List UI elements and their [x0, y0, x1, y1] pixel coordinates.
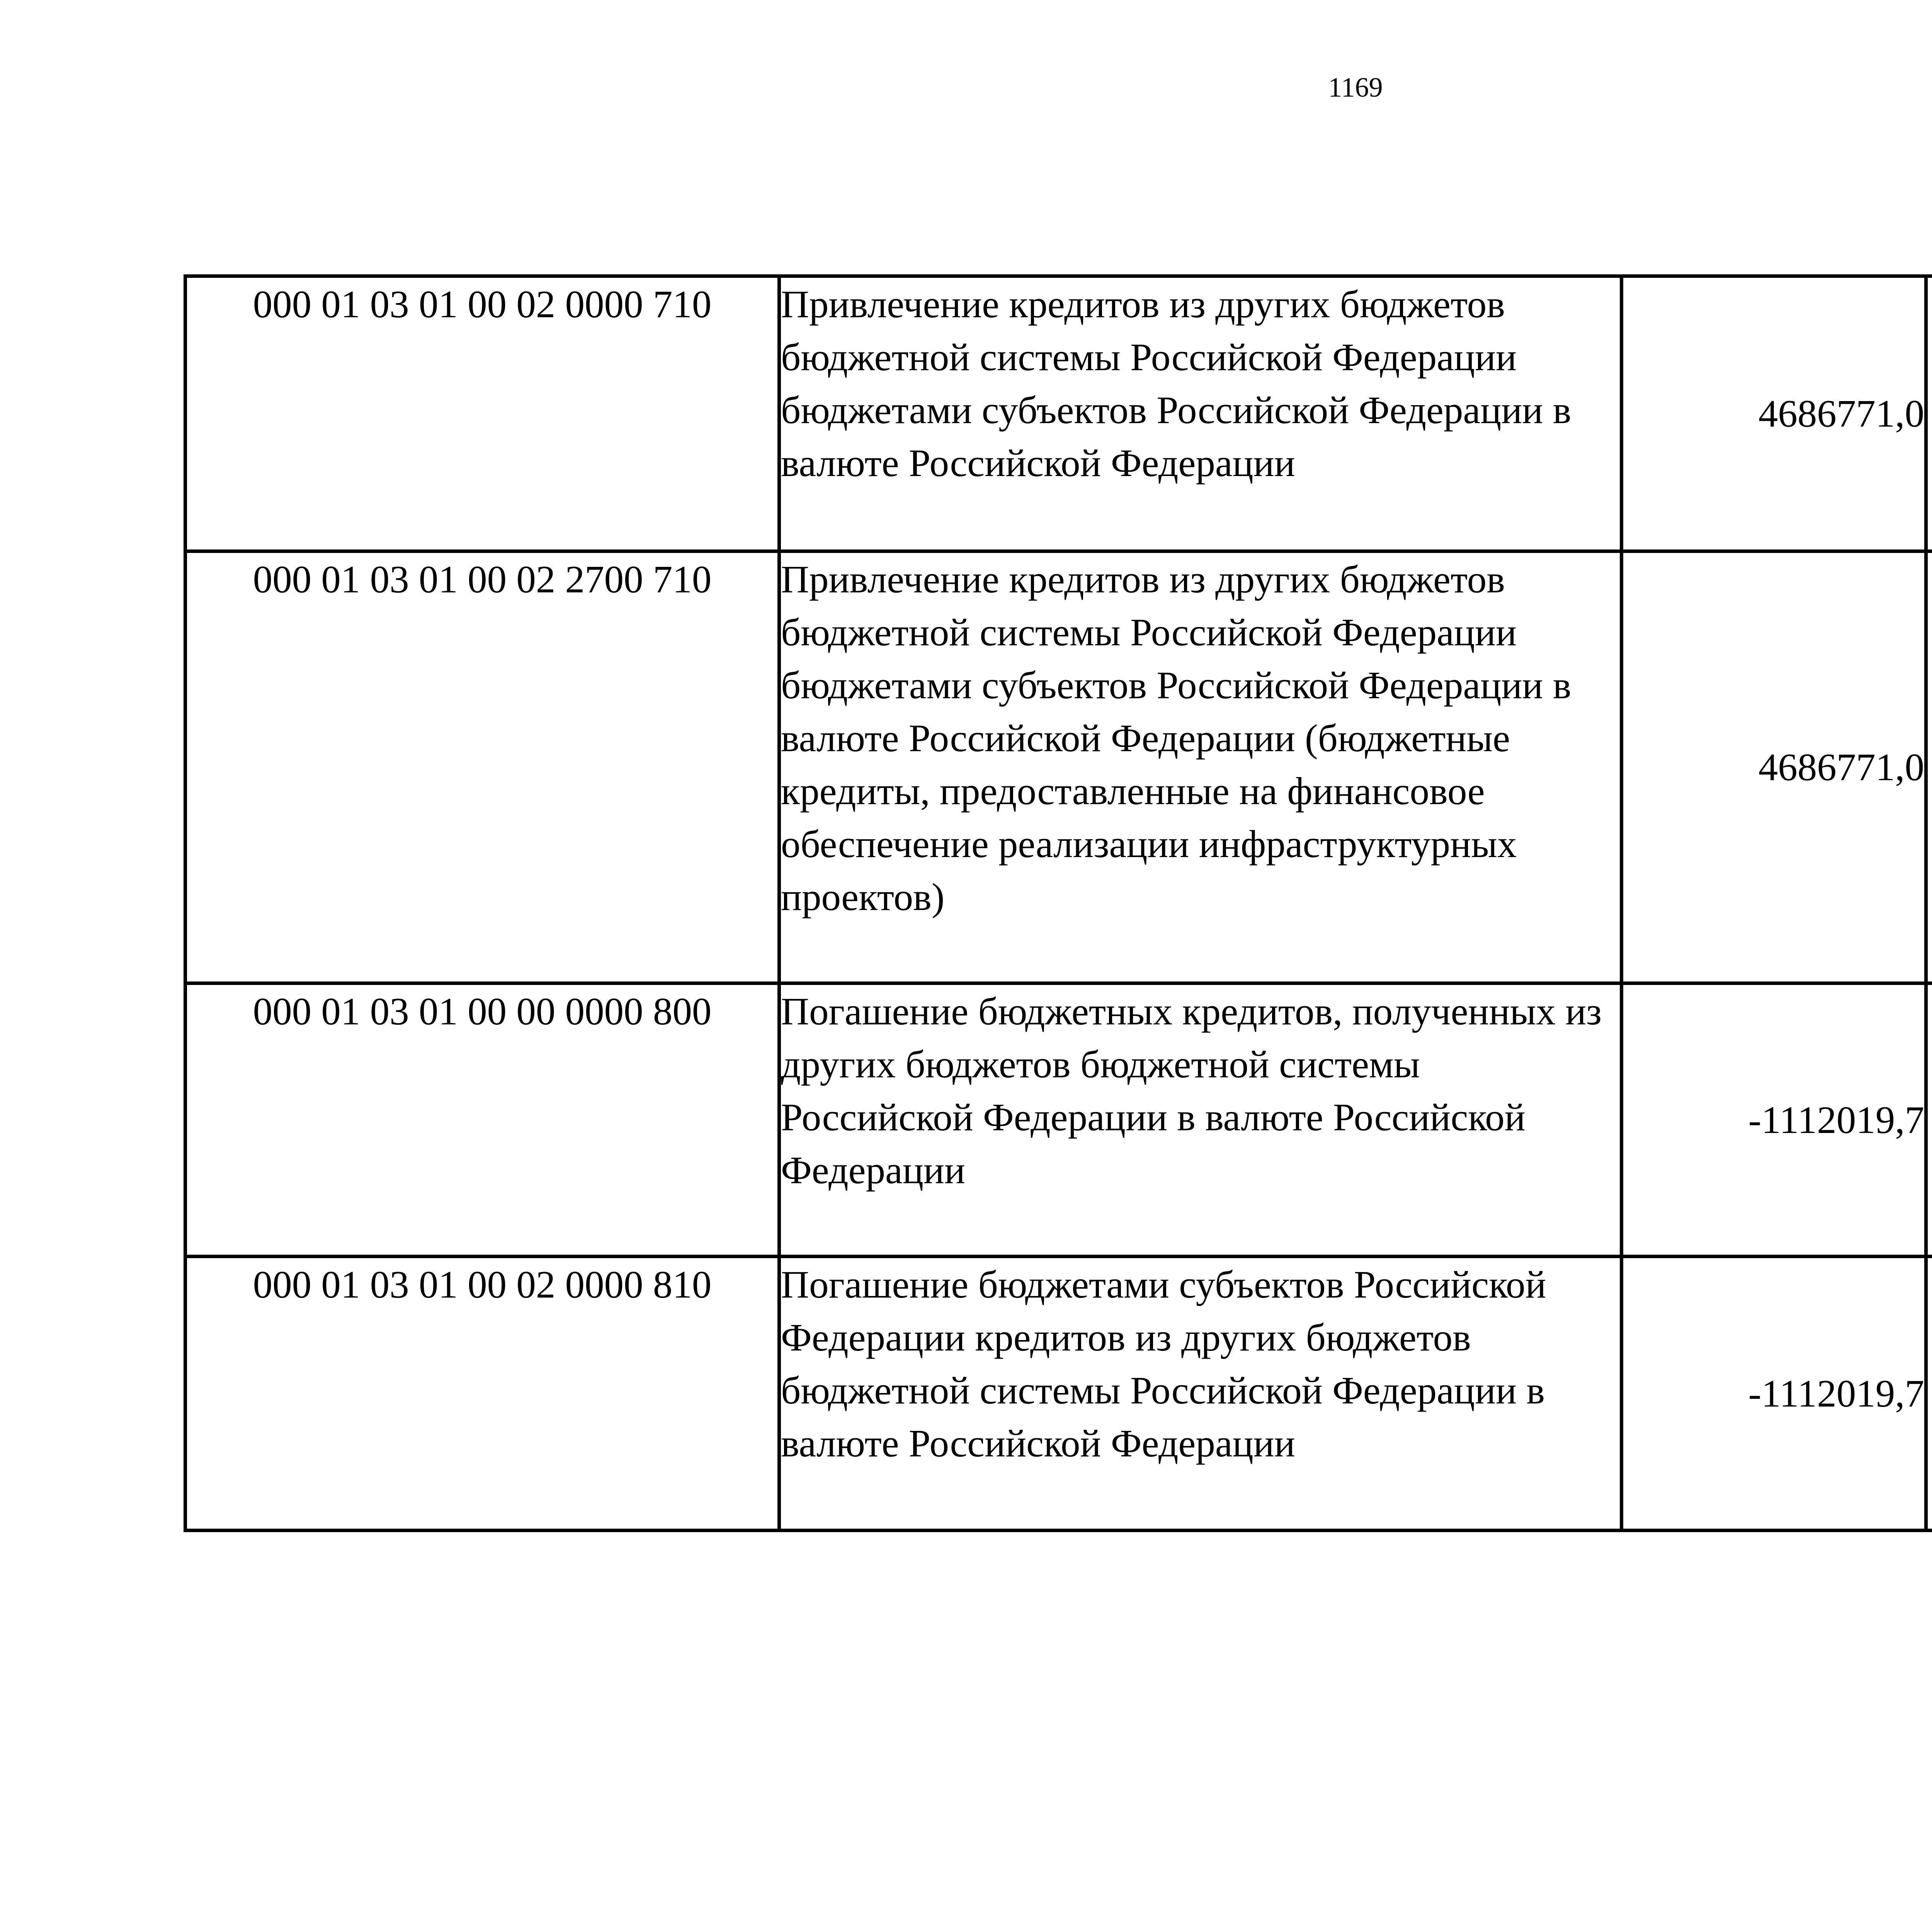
amount-year-1-cell: -1112019,7: [1622, 1257, 1926, 1531]
budget-code-cell: 000 01 03 01 00 02 0000 810: [185, 1257, 779, 1531]
amount-year-1-cell: 4686771,0: [1622, 551, 1926, 983]
budget-code-cell: 000 01 03 01 00 02 2700 710: [185, 551, 779, 983]
amount-year-1-cell: -1112019,7: [1622, 983, 1926, 1257]
amount-year-1-cell: 4686771,0: [1622, 276, 1926, 551]
amount-year-2-cell: [1926, 983, 1932, 1257]
description-cell: Погашение бюджетных кредитов, полученных из других бюджетов бюджетной системы Российской Федерации в валюте Российской Федерации: [779, 983, 1622, 1257]
page-number: 1169: [1328, 72, 1383, 103]
amount-year-2-cell: [1926, 276, 1932, 551]
table-row: [185, 1257, 1932, 1531]
table-row: [185, 983, 1932, 1257]
table-row: [185, 276, 1932, 551]
budget-sources-table: [184, 274, 1932, 1532]
description-cell: Привлечение кредитов из других бюджетов бюджетной системы Российской Федерации бюджетами субъектов Российской Федерации в валюте Российской Федерации (бюджетные кредиты, предоставленные на финансовое обеспечение реализации инфраструктурных проектов): [779, 551, 1622, 983]
budget-code-cell: 000 01 03 01 00 02 0000 710: [185, 276, 779, 551]
budget-code-cell: 000 01 03 01 00 00 0000 800: [185, 983, 779, 1257]
description-cell: Погашение бюджетами субъектов Российской Федерации кредитов из других бюджетов бюджетной системы Российской Федерации в валюте Российской Федерации: [779, 1257, 1622, 1531]
amount-year-2-cell: [1926, 551, 1932, 983]
description-cell: Привлечение кредитов из других бюджетов бюджетной системы Российской Федерации бюджетами субъектов Российской Федерации в валюте Российской Федерации: [779, 276, 1622, 551]
table-row: [185, 551, 1932, 983]
amount-year-2-cell: [1926, 1257, 1932, 1531]
